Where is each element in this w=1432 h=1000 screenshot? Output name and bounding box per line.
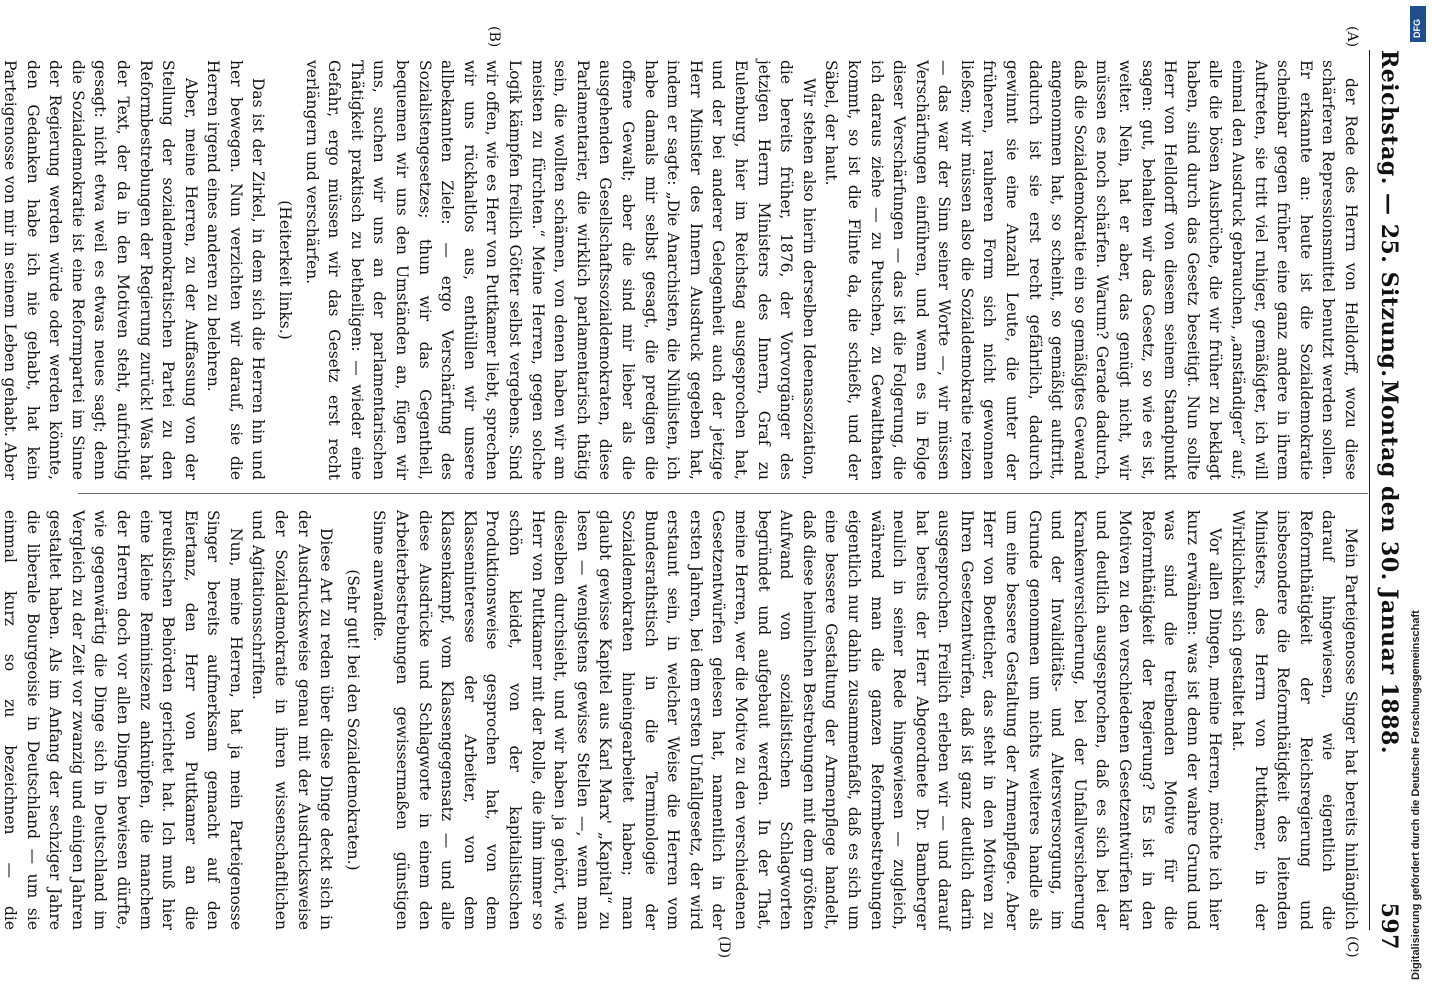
- digitization-sidebar: [1404, 0, 1432, 1000]
- margin-marker-a: (A): [1344, 26, 1360, 48]
- column-divider: [78, 493, 1368, 494]
- header-rule: [1369, 50, 1370, 930]
- funding-notice: Digitalisierung gefördert durch die Deutsche Forschungsgemeinschaft: [1410, 610, 1422, 980]
- page-number: 597: [1376, 902, 1402, 950]
- dfg-logo: [1410, 6, 1426, 42]
- interjection: (Heiterkeit links.): [276, 200, 295, 340]
- paragraph: Vor allen Dingen, meine Herren, möchte ich hier kurz erwähnen: was ist denn der wahre Grund und was sind die treibenden Motive für die Reformthätigkeit der Regierung? Es ist in den Motiven zu den verschiedenen Gesetzentwürfen klar und deutlich ausgesprochen, daß es sich bei der Krankenversicherung, bei der Unfallversicherung und der Invaliditäts- und Altersversorgung, im Grunde genommen um nichts weiteres handle als um eine bessere Gestaltung der Armenpflege. Aber Herr von Boetticher, das steht in den Motiven zu Ihren Gesetzentwürfen, daß ist ganz deutlich darin ausgesprochen. Freilich erleben wir — und darauf hat bereits der Herr Abgeordnete Dr. Bamberger neulich in seiner Rede hingewiesen — zugleich, während man die ganzen Reformbestrebungen eigentlich nur dahin zusammenfaßt, daß es sich um eine bessere Gestaltung der Armenpflege handelt, daß diese heimlichen Bestrebungen mit dem größten Aufwand von sozialistischen Schlagworten begründet und aufgebaut werden. In der That, meine Herren, wer die Motive zu den verschiedenen Gesetzentwürfen gelesen hat, namentlich in der ersten Jahren, bei dem ersten Unfallgesetz, der wird erstaunt sein, in welcher Weise die Herren vom Bundesrathstisch in die Terminologie der Sozialdemokraten hineingearbeitet haben; man glaubt gewisse Kapitel aus Karl Marx' „Kapital“ zu lesen — wenigstens gewisse Stellen —, wenn man dieselben durchsieht, und wir haben ja gehört, wie Herr von Puttkamer mit der Rolle, die ihm immer so schön kleidet, von der kapitalistischen Produktionsweise gesprochen hat, von dem Klasseninteresse der Arbeiter, von dem Klassenkampf, vom Klassengegensatz — und alle diese Ausdrücke und Schlagworte in einem den Arbeiterbestrebungen gewissermaßen günstigen Sinne anwandte.: [370, 510, 1225, 930]
- paragraph: Aber, meine Herren, zu der Auffassung von der Stellung der sozialdemokratischen Partei zu den Reformbestrebungen der Regierung zurück! Was hat der Text, der da in den Motiven steht, aufrichtig gesagt: nicht etwa weil es etwas neues sagt; denn die Sozialdemokratie ist eine Reformpartei im Sinne der Regierung werden würde oder werden könnte, den Gedanken habe ich nie gehabt, hat kein Parteigenosse von mir in seinem Leben gehabt. Aber: [0, 60, 200, 480]
- header-date: Montag den 30. Januar 1888.: [1376, 380, 1402, 754]
- paragraph: Nun, meine Herren, hat ja mein Parteigenosse Singer bereits aufmerksam gemacht auf den Eiertanz, den Herr von Puttkamer an die preußischen Behörden gerichtet hat. Ich muß hier eine kleine Reminiszenz anknüpfen, die manchem der Herren doch vor allen Dingen bewiesen dürfte, wie gegenwärtig die Dinge sich in Deutschland im Vergleich zu der Zeit vor zwanzig und einigen Jahren gestaltet haben. Als im Anfang der sechziger Jahre die liberale Bourgeoisie in Deutschland — um sie einmal kurz so zu bezeichnen — die: [0, 510, 245, 930]
- paragraph: der Rede des Herrn von Helldorff, wozu diese schärferen Repressionsmittel benutzt werden sollen. Er erkannte an: heute ist die Sozialdemokratie scheinbar gegen früher eine ganz andere in ihrem Auftreten, sie tritt viel ruhiger, gemäßigter, ich will einmal den Ausdruck gebrauchen, „anständiger“ auf; alle die bösen Ausbrüche, die wir früher zu beklagt haben, sind durch das Gesetz beseitigt. Nun sollte Herr von Helldorff von diesem seinem Standpunkt sagen: gut, behalten wir das Gesetz, so wie es ist, weiter. Nein, hat er aber, das genügt nicht, wir müssen es noch schärfen. Warum? Gerade dadurch, daß die Sozialdemokratie ein so gemäßigtes Gewand angenommen hat, so scheint, so gemäßigt auftritt, dadurch ist sie erst recht gefährlich, dadurch gewinnt sie eine Anzahl Leute, die unter der früheren, rauheren Form sich nicht gewonnen ließen; wir müssen also die Sozialdemokratie reizen — das war der Sinn seiner Worte —, wir müssen Verschärfungen einführen, und wenn es in Folge dieser Verschärfungen — das ist die Folgerung, die ich daraus ziehe — zu Putschen, zu Gewaltthaten kommt, so ist die Flinte da, die schießt, und der Säbel, der haut.: [822, 60, 1360, 480]
- paragraph: Mein Parteigenosse Singer hat bereits hinlänglich darauf hingewiesen, wie eigentlich die Reformthätigkeit der Reichsregierung und insbesondere die Reformthätigkeit des leitenden Ministers, des Herrn von Puttkamer, in der Wirklichkeit sich gestaltet hat.: [1229, 510, 1360, 930]
- page-header: [1372, 50, 1402, 950]
- header-title: Reichstag. — 25. Sitzung.: [1376, 50, 1402, 378]
- paragraph: Diese Art zu reden über diese Dinge deckt sich in der Ausdrucksweise genau mit der Ausdrucksweise der Sozialdemokratie in ihren wissenschaftlichen und Agitationsschriften.: [249, 510, 336, 930]
- left-column: [0, 60, 1362, 480]
- margin-marker-d: (D): [716, 936, 732, 959]
- margin-marker-b: (B): [486, 26, 502, 48]
- margin-marker-c: (C): [1344, 936, 1360, 958]
- dfg-logo-text: DFG: [1412, 19, 1422, 38]
- right-column: [0, 510, 1362, 930]
- paragraph: Wir stehen also hierin derselben Ideenassoziation, die bereits früher, 1876, der Vorvorgänger des jetzigen Herrn Ministers des Innern, Graf zu Eulenburg, hier im Reichstag ausgesprochen hat, und der bei anderer Gelegenheit auch der jetzige Herr Minister des Innern Ausdruck gegeben hat, indem er sagte: „Die Anarchisten, die Nihilisten, ich habe damals mir selbst gesagt, die predigen die offene Gewalt; aber die sind mir lieber als die ausgehenden Gesellschaftssozialdemokraten, diese Parlamentarier, die wirklich parlamentarisch thätig sein, die wollten schämen, von denen haben wir am meisten zu fürchten.“ Meine Herren, gegen solche Logik kämpfen freilich Götter selbst vergebens. Sind wir offen, wie es Herr von Puttkamer liebt, sprechen wir uns rückhaltlos aus, enthüllen wir unsere allbekannten Ziele: — ergo Verschärfung des Sozialistengesetzes; thun wir das Gegentheil, bequemen wir uns den Umständen an, fügen wir uns, suchen wir uns an der parlamentarischen Thätigkeit praktisch zu betheiligen: — wieder eine Gefahr, ergo müssen wir das Gesetz erst recht verlängern und verschärfen.: [302, 60, 818, 480]
- paragraph: Das ist der Zirkel, in dem sich die Herren hin und her bewegen. Nun verzichten wir darauf, sie die Herren irgend eines anderen zu belehren.: [204, 60, 268, 480]
- interjection: (Sehr gut! bei den Sozialdemokraten.): [343, 569, 362, 871]
